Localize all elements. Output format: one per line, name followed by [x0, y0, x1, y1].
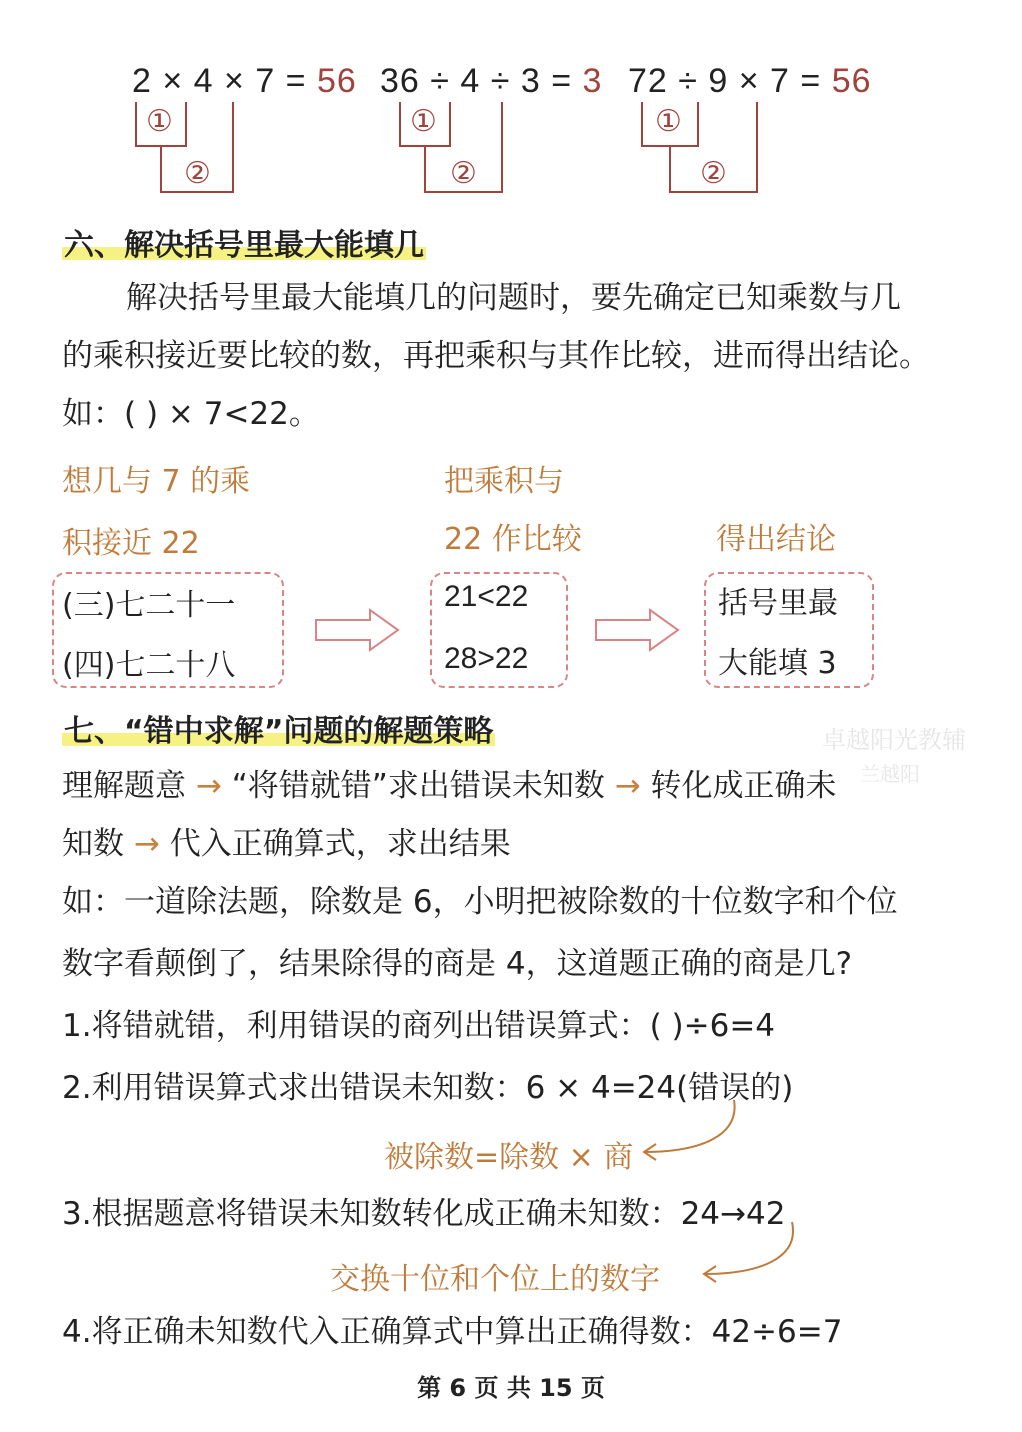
box-1-line-1: (三)七二十一 — [62, 588, 236, 623]
section-6-paragraph-line-2: 的乘积接近要比较的数，再把乘积与其作比较，进而得出结论。 — [62, 338, 930, 374]
strategy-flow-line-1 — [62, 756, 837, 816]
step-marker-2: ② — [700, 156, 727, 191]
step-marker-1: ① — [410, 104, 437, 139]
box-3-line-1: 括号里最 — [718, 586, 838, 621]
flow-step-understand: 理解题意 — [62, 768, 186, 804]
solution-step-4: 4.将正确未知数代入正确算式中算出正确得数：42÷6=7 — [62, 1314, 843, 1350]
step-label-1-line-2: 积接近 22 — [62, 526, 200, 561]
equation-expr: 2 × 4 × 7 = — [132, 62, 317, 100]
step-marker-2: ② — [184, 156, 211, 191]
step-marker-2: ② — [450, 156, 477, 191]
section-7-example-line-2: 数字看颠倒了，结果除得的商是 4，这道题正确的商是几? — [62, 946, 853, 982]
box-2-line-1: 21<22 — [444, 580, 529, 613]
section-6-paragraph-line-1: 解决括号里最大能填几的问题时，要先确定已知乘数与几 — [126, 280, 901, 316]
flow-arrow-icon — [594, 608, 680, 652]
step-label-1-line-1: 想几与 7 的乘 — [62, 464, 251, 499]
section-7-example-line-1: 如：一道除法题，除数是 6，小明把被除数的十位数字和个位 — [62, 884, 898, 920]
equation-expr: 72 ÷ 9 × 7 = — [628, 62, 832, 100]
watermark: 卓越阳光教辅 — [822, 726, 966, 754]
section-6-example: 如：( ) × 7<22。 — [62, 396, 320, 432]
box-1-line-2: (四)七二十八 — [62, 648, 236, 683]
page-footer: 第 6 页 共 15 页 — [417, 1374, 605, 1402]
flow-arrow-icon: → — [614, 768, 641, 804]
section-6-heading: 六、解决括号里最大能填几 — [64, 228, 424, 263]
box-2-line-2: 28>22 — [444, 642, 529, 675]
equation-result: 3 — [582, 62, 603, 100]
flow-step-substitute: 代入正确算式，求出结果 — [169, 826, 511, 862]
solution-step-2: 2.利用错误算式求出错误未知数：6 × 4=24(错误的) — [62, 1070, 794, 1106]
watermark-fragment: 兰越阳 — [860, 762, 920, 786]
flow-arrow-icon — [314, 608, 400, 652]
flow-step-wrong-unknown: “将错就错”求出错误未知数 — [231, 768, 605, 804]
curved-arrow-icon — [630, 1096, 750, 1166]
equation-expr: 36 ÷ 4 ÷ 3 = — [380, 62, 583, 100]
flow-step-convert-cont: 知数 — [62, 826, 124, 862]
step-marker-1: ① — [655, 104, 682, 139]
step-label-3: 得出结论 — [716, 522, 836, 557]
section-7-heading: 七、“错中求解”问题的解题策略 — [64, 714, 494, 749]
solution-step-1: 1.将错就错，利用错误的商列出错误算式：( )÷6=4 — [62, 1008, 776, 1044]
flow-arrow-icon: → — [195, 768, 222, 804]
step-marker-1: ① — [146, 104, 173, 139]
box-3-line-2: 大能填 3 — [718, 646, 837, 681]
equation-result: 56 — [831, 62, 872, 100]
equation-result: 56 — [316, 62, 357, 100]
strategy-flow-line-2 — [62, 814, 511, 874]
step-label-2-line-2: 22 作比较 — [444, 522, 582, 557]
flow-arrow-icon: → — [133, 826, 160, 862]
step-label-2-line-1: 把乘积与 — [444, 464, 564, 499]
flow-step-convert: 转化成正确未 — [650, 768, 837, 804]
solution-step-3: 3.根据题意将错误未知数转化成正确未知数：24→42 — [62, 1196, 786, 1232]
note-dividend-formula: 被除数=除数 × 商 — [384, 1140, 634, 1175]
curved-arrow-icon — [690, 1218, 810, 1288]
note-swap-digits: 交换十位和个位上的数字 — [330, 1262, 660, 1297]
